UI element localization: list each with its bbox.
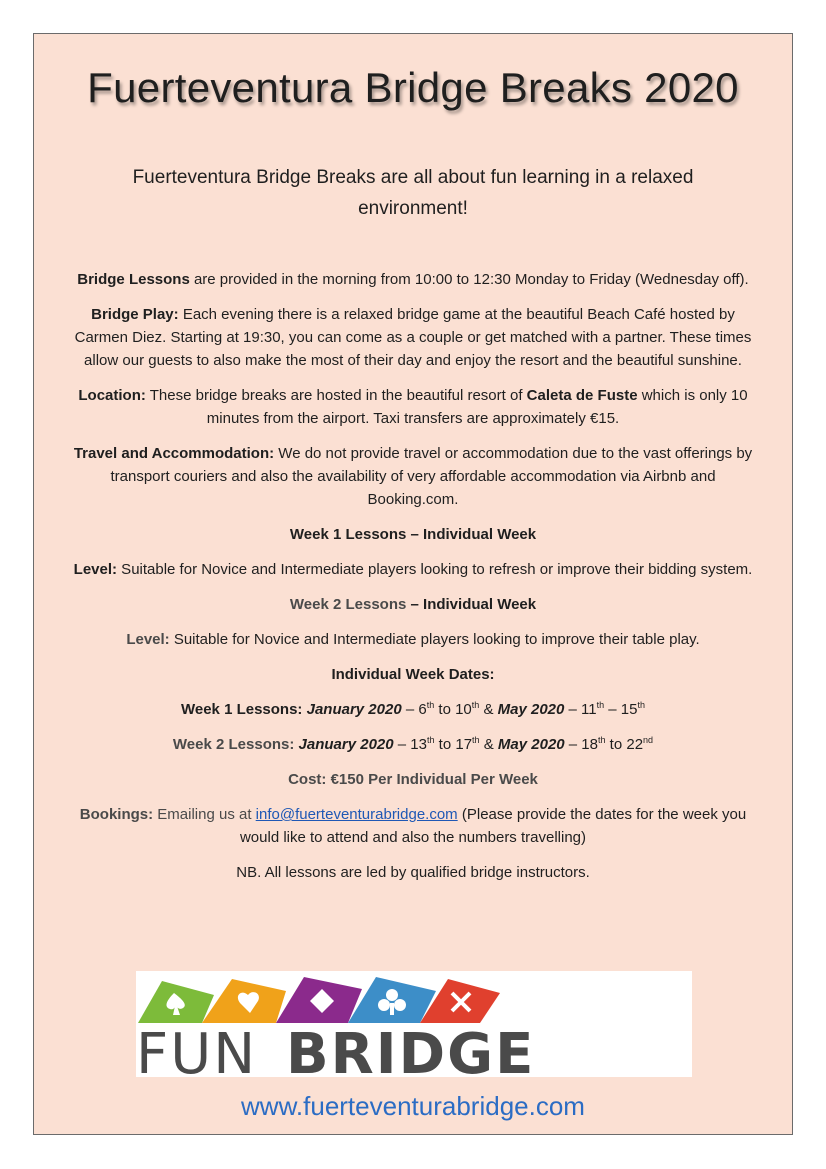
location-paragraph [64, 384, 762, 430]
week1-level-label: Level: [73, 561, 118, 578]
date-text: – 13 [393, 736, 427, 753]
date-suffix: nd [643, 735, 654, 745]
logo-word-bridge: BRIDGE [286, 1022, 536, 1077]
bookings-text-1: Emailing us at [153, 806, 256, 823]
date-suffix: th [637, 700, 645, 710]
lessons-label: Bridge Lessons [77, 271, 190, 288]
week1-heading-text: Week 1 Lessons – Individual Week [289, 526, 537, 543]
nb-line [64, 861, 762, 884]
dates-heading [64, 663, 762, 686]
ampersand: & [479, 701, 498, 718]
travel-paragraph [64, 442, 762, 511]
email-link[interactable]: info@fuerteventurabridge.com [255, 806, 458, 823]
week2-heading [64, 593, 762, 616]
week2-heading-b: – Individual Week [406, 596, 537, 613]
date-suffix: th [472, 735, 480, 745]
date-text: to 22 [605, 736, 644, 753]
logo-word-fun: FUN [136, 1022, 258, 1077]
page-title: Fuerteventura Bridge Breaks 2020 [87, 64, 739, 111]
play-paragraph [64, 303, 762, 372]
travel-text: We do not provide travel or accommodation due to the vast offerings by transport couriers and also the availability of very affordable accommodation via Airbnb and Booking.com. [110, 445, 753, 508]
week2-level-text: Suitable for Novice and Intermediate players looking to improve their table play. [169, 631, 700, 648]
week2-heading-a: Week 2 Lessons [289, 596, 407, 613]
week1-level-text: Suitable for Novice and Intermediate players looking to refresh or improve their bidding system. [117, 561, 753, 578]
funbridge-logo [136, 971, 692, 1077]
travel-label: Travel and Accommodation: [73, 445, 275, 462]
nb-text: NB. All lessons are led by qualified bridge instructors. [236, 864, 590, 881]
play-label: Bridge Play: [91, 306, 179, 323]
location-label: Location: [78, 387, 146, 404]
week2-month-2: May 2020 [497, 736, 565, 753]
lessons-paragraph [64, 268, 762, 291]
funbridge-logo-graphic [136, 971, 692, 1077]
location-text-2: which is only 10 minutes from the airport. Taxi transfers are approximately €15. [206, 387, 748, 427]
bookings-label: Bookings: [79, 806, 154, 823]
date-suffix: th [426, 700, 435, 710]
intro-text: Fuerteventura Bridge Breaks are all about fun learning in a relaxed environment! [132, 167, 694, 219]
bookings-text-2: (Please provide the dates for the week you would like to attend and also the numbers travelling) [239, 806, 747, 846]
location-place: Caleta de Fuste [526, 387, 638, 404]
website-url[interactable]: www.fuerteventurabridge.com [241, 1091, 585, 1121]
bookings-paragraph [64, 803, 762, 849]
date-suffix: th [427, 735, 435, 745]
date-suffix: th [598, 735, 606, 745]
date-text: – 6 [401, 701, 427, 718]
date-text: to 17 [434, 736, 473, 753]
week2-dates-label: Week 2 Lessons: [172, 736, 295, 753]
week2-dates [64, 733, 762, 756]
week2-level [64, 628, 762, 651]
week1-level [64, 558, 762, 581]
date-text: – 11 [564, 701, 597, 718]
date-text: – 18 [564, 736, 598, 753]
week2-month-1: January 2020 [298, 736, 394, 753]
cost-text: Cost: €150 Per Individual Per Week [288, 771, 538, 788]
date-suffix: th [471, 700, 480, 710]
week1-dates-label: Week 1 Lessons: [180, 701, 303, 718]
week1-heading [64, 523, 762, 546]
week1-dates [64, 698, 762, 721]
ampersand: & [479, 736, 498, 753]
week1-month-1: January 2020 [306, 701, 402, 718]
dates-heading-text: Individual Week Dates: [331, 666, 495, 683]
date-text: – 15 [604, 701, 638, 718]
flyer-page [33, 33, 793, 1135]
play-text: Each evening there is a relaxed bridge game at the beautiful Beach Café hosted by Carmen Diez. Starting at 19:30, you can come as a couple or get matched with a partner. These times allow our guests to also make the most of their day and enjoy the resort and the beautiful sunshine. [74, 306, 752, 369]
date-text: to 10 [434, 701, 472, 718]
card-shapes [138, 977, 500, 1023]
flyer-body [64, 268, 762, 896]
lessons-text: are provided in the morning from 10:00 to 12:30 Monday to Friday (Wednesday off). [189, 271, 749, 288]
date-suffix: th [596, 700, 605, 710]
cost-line [64, 768, 762, 791]
location-text-1: These bridge breaks are hosted in the beautiful resort of [145, 387, 527, 404]
week2-level-label: Level: [126, 631, 170, 648]
week1-month-2: May 2020 [497, 701, 565, 718]
